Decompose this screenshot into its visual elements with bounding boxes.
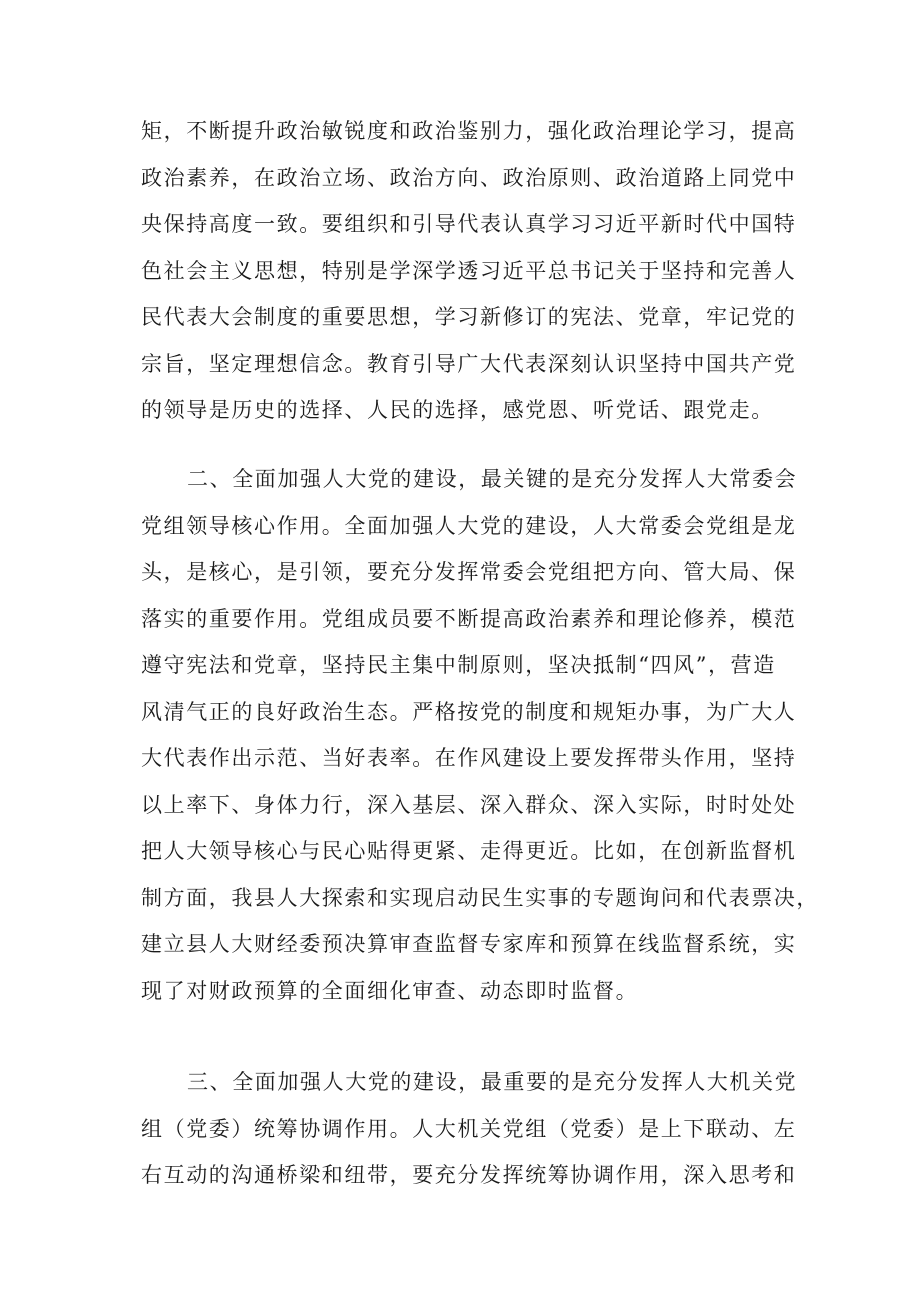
text-line: 风清气正的良好政治生态。严格按党的制度和规矩办事，为广大人 [141, 699, 797, 724]
text-line: 央保持高度一致。要组织和引导代表认真学习习近平新时代中国特 [141, 212, 797, 236]
text-line: 遵守宪法和党章，坚持民主集中制原则，坚决抵制“四风”，营造 [141, 653, 776, 677]
text-line: 头，是核心，是引领，要充分发挥常委会党组把方向、管大局、保 [141, 560, 797, 584]
text-line: 宗旨，坚定理想信念。教育引导广大代表深刻认识坚持中国共产党 [141, 351, 797, 376]
text-line: 二、全面加强人大党的建设，最关键的是充分发挥人大常委会 [187, 467, 798, 491]
text-line: 三、全面加强人大党的建设，最重要的是充分发挥人大机关党 [187, 1070, 798, 1094]
text-line: 把人大领导核心与民心贴得更紧、走得更近。比如，在创新监督机 [141, 839, 797, 863]
text-line: 制方面，我县人大探索和实现启动民生实事的专题询问和代表票决， [141, 885, 819, 910]
text-line: 党组领导核心作用。全面加强人大党的建设，人大常委会党组是龙 [141, 513, 797, 538]
paragraph-political-study [141, 108, 797, 434]
text-line: 落实的重要作用。党组成员要不断提高政治素养和理论修养，模范 [141, 606, 797, 631]
text-line: 建立县人大财经委预决算审查监督专家库和预算在线监督系统，实 [141, 932, 797, 956]
text-line: 现了对财政预算的全面细化审查、动态即时监督。 [141, 978, 639, 1003]
text-line: 以上率下、身体力行，深入基层、深入群众、深入实际，时时处处 [141, 792, 797, 817]
text-line: 民代表大会制度的重要思想，学习新修订的宪法、党章，牢记党的 [141, 305, 797, 329]
text-line: 政治素养，在政治立场、政治方向、政治原则、政治道路上同党中 [141, 165, 797, 190]
text-line: 色社会主义思想，特别是学深学透习近平总书记关于坚持和完善人 [141, 258, 797, 283]
text-line: 右互动的沟通桥梁和纽带，要充分发挥统筹协调作用，深入思考和 [141, 1163, 797, 1187]
paragraph-section-two [141, 456, 819, 1014]
text-line: 大代表作出示范、当好表率。在作风建设上要发挥带头作用，坚持 [141, 746, 797, 770]
text-line: 矩，不断提升政治敏锐度和政治鉴别力，强化政治理论学习，提高 [141, 119, 797, 143]
text-line: 的领导是历史的选择、人民的选择，感党恩、听党话、跟党走。 [141, 398, 774, 422]
text-line: 组（党委）统筹协调作用。人大机关党组（党委）是上下联动、左 [141, 1116, 797, 1141]
paragraph-section-three [141, 1059, 798, 1199]
